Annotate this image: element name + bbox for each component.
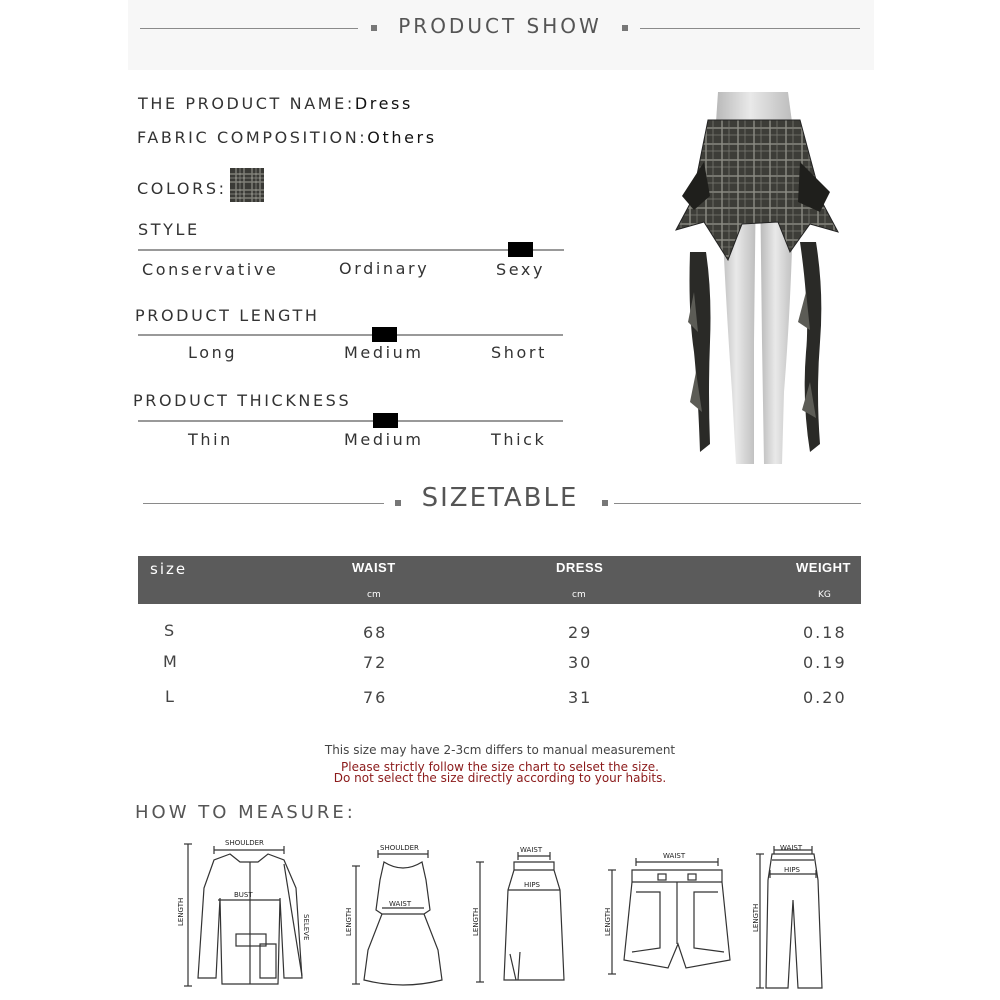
style-scale-marker[interactable] (508, 242, 533, 257)
sizetable-bullet-left (395, 500, 401, 506)
col-header-weight: WEIGHT (796, 560, 851, 575)
shorts-measure-diagram (600, 848, 740, 980)
col-header-dress: DRESS (556, 560, 604, 575)
sizetable-title: SIZETABLE (421, 483, 579, 513)
note-habits: Do not select the size directly according to your habits. (333, 771, 667, 785)
row-m-size: M (163, 652, 179, 671)
length-scale-marker[interactable] (372, 327, 397, 342)
row-m-dress: 30 (568, 653, 593, 672)
fabric-row (137, 128, 437, 147)
shorts-length-label: LENGTH (604, 907, 612, 936)
row-l-waist: 76 (363, 688, 388, 707)
thickness-option-medium: Medium (344, 430, 424, 449)
product-name-value: Dress (354, 94, 413, 113)
fabric-value: Others (367, 128, 437, 147)
row-m-weight: 0.19 (803, 653, 847, 672)
dress-shoulder-label: SHOULDER (380, 844, 419, 852)
row-l-size: L (165, 687, 176, 706)
header-bullet-right (622, 25, 628, 31)
style-scale-track (138, 249, 564, 251)
style-option-sexy: Sexy (496, 260, 546, 279)
jacket-measure-diagram (172, 838, 322, 990)
thickness-option-thick: Thick (491, 430, 547, 449)
jacket-length-label: LENGTH (177, 897, 185, 926)
how-to-measure-title: HOW TO MEASURE: (135, 802, 356, 823)
skirt-waist-label: WAIST (520, 846, 543, 854)
col-unit-weight: KG (818, 590, 831, 600)
product-name-label: THE PRODUCT NAME: (138, 94, 355, 113)
length-option-medium: Medium (344, 343, 424, 362)
jacket-shoulder-label: SHOULDER (225, 839, 264, 847)
product-length-label: PRODUCT LENGTH (135, 306, 320, 325)
jacket-bust-label: BUST (234, 891, 253, 899)
color-swatch-plaid[interactable] (230, 168, 264, 202)
row-l-weight: 0.20 (803, 688, 847, 707)
header-divider-left (140, 28, 358, 29)
col-unit-waist: cm (367, 590, 381, 600)
thickness-scale-track (138, 420, 563, 422)
header-divider-right (640, 28, 860, 29)
style-option-ordinary: Ordinary (339, 259, 430, 278)
dress-length-label: LENGTH (345, 907, 353, 936)
jacket-sleeve-label: SELEVE (302, 914, 310, 941)
note-measurement: This size may have 2-3cm differs to manual measurement (324, 743, 676, 757)
product-name-row (138, 94, 413, 113)
size-table-header (138, 556, 861, 604)
row-s-weight: 0.18 (803, 623, 847, 642)
row-l-dress: 31 (568, 688, 593, 707)
row-m-waist: 72 (363, 653, 388, 672)
col-unit-dress: cm (572, 590, 586, 600)
pants-length-label: LENGTH (752, 903, 760, 932)
product-photo-mannequin-skirt (670, 92, 845, 464)
skirt-length-label: LENGTH (472, 907, 480, 936)
sizetable-divider-right (614, 503, 861, 504)
dress-waist-label: WAIST (389, 900, 412, 908)
sizetable-bullet-right (602, 500, 608, 506)
pants-waist-label: WAIST (780, 844, 803, 852)
note-follow-chart: Please strictly follow the size chart to selset the size. (341, 760, 659, 774)
row-s-waist: 68 (363, 623, 388, 642)
thickness-option-thin: Thin (188, 430, 233, 449)
col-header-waist: WAIST (352, 560, 396, 575)
style-label: STYLE (138, 220, 200, 239)
product-show-title: PRODUCT SHOW (398, 14, 602, 38)
thickness-scale-marker[interactable] (373, 413, 398, 428)
length-option-short: Short (491, 343, 547, 362)
header-bullet-left (371, 25, 377, 31)
product-thickness-label: PRODUCT THICKNESS (133, 391, 352, 410)
sizetable-divider-left (143, 503, 384, 504)
fabric-label: FABRIC COMPOSITION: (137, 128, 368, 147)
colors-label: COLORS: (137, 179, 227, 198)
skirt-hips-label: HIPS (524, 881, 540, 889)
shorts-waist-label: WAIST (663, 852, 686, 860)
row-s-dress: 29 (568, 623, 593, 642)
length-scale-track (138, 334, 563, 336)
dress-measure-diagram (340, 840, 460, 990)
row-s-size: S (164, 621, 177, 640)
col-header-size: size (150, 560, 188, 578)
length-option-long: Long (188, 343, 238, 362)
pants-hips-label: HIPS (784, 866, 800, 874)
style-option-conservative: Conservative (142, 260, 279, 279)
skirt-measure-diagram (470, 842, 580, 990)
pants-measure-diagram (748, 840, 828, 990)
